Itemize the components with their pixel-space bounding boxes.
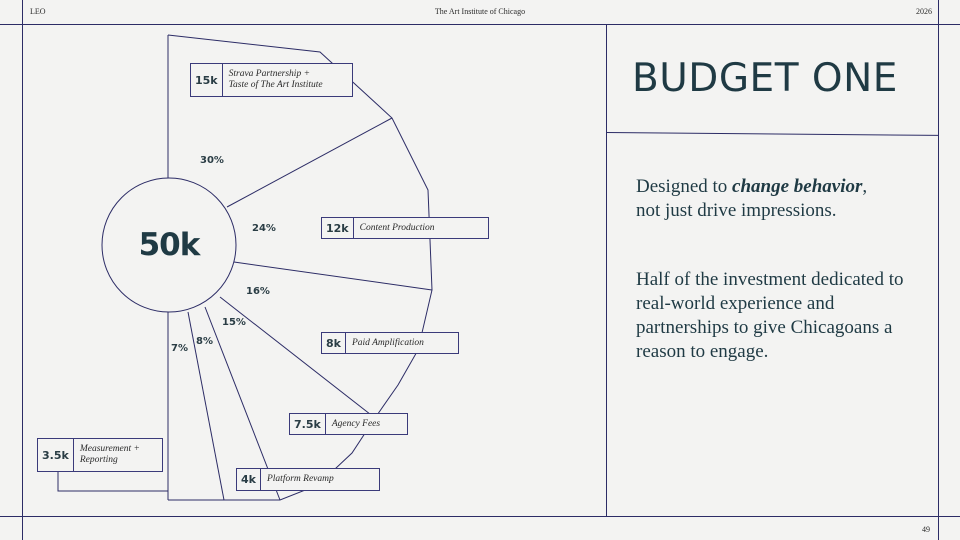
intro-emphasis: change behavior [732,176,863,197]
bottom-rule [0,516,960,517]
segment-divider-1 [227,118,392,207]
segment-value: 8k [322,333,346,353]
divider-rule [606,24,607,516]
segment-label: Strava Partnership + Taste of The Art Institute [228,69,323,90]
segment-box-paid [321,332,459,354]
segment-value: 12k [322,218,354,238]
intro-text-start: Designed to [636,176,733,197]
segment-divider-3 [220,297,375,418]
segment-value: 7.5k [290,414,326,434]
segment-box-content [321,217,489,239]
intro-text-end: , not just drive impressions. [636,176,868,221]
header-year: 2026 [916,7,932,16]
segment-label: Content Production [359,222,435,233]
segment-box-measurement [37,438,163,472]
investment-paragraph: Half of the investment dedicated to real-world experience and partnerships to give Chicagoans a reason to engage. [636,269,904,362]
segment-box-platform [236,468,380,491]
measurement-connector [58,470,168,491]
segment-label: Measurement + Reporting [79,444,140,465]
percent-strava: 30% [200,155,224,166]
percent-measurement: 7% [171,343,188,354]
segment-label: Platform Revamp [266,474,334,484]
segment-box-agency [289,413,408,435]
title-underline [606,132,938,136]
total-value: 50k [138,227,200,263]
slide-title: BUDGET ONE [632,56,898,101]
intro-paragraph [636,175,926,223]
page-number: 49 [922,525,930,534]
segment-label: Paid Amplification [351,337,424,348]
percent-content: 24% [252,223,276,234]
segment-value: 15k [191,64,223,96]
segment-box-strava [190,63,353,97]
percent-platform: 8% [196,336,213,347]
percent-paid: 16% [246,286,270,297]
percent-agency: 15% [222,317,246,328]
right-rule [938,0,939,540]
segment-value: 3.5k [38,439,74,471]
header-title: The Art Institute of Chicago [434,7,526,16]
header-left-label: LEO [30,7,46,16]
segment-value: 4k [237,469,261,490]
segment-label: Agency Fees [331,418,381,429]
